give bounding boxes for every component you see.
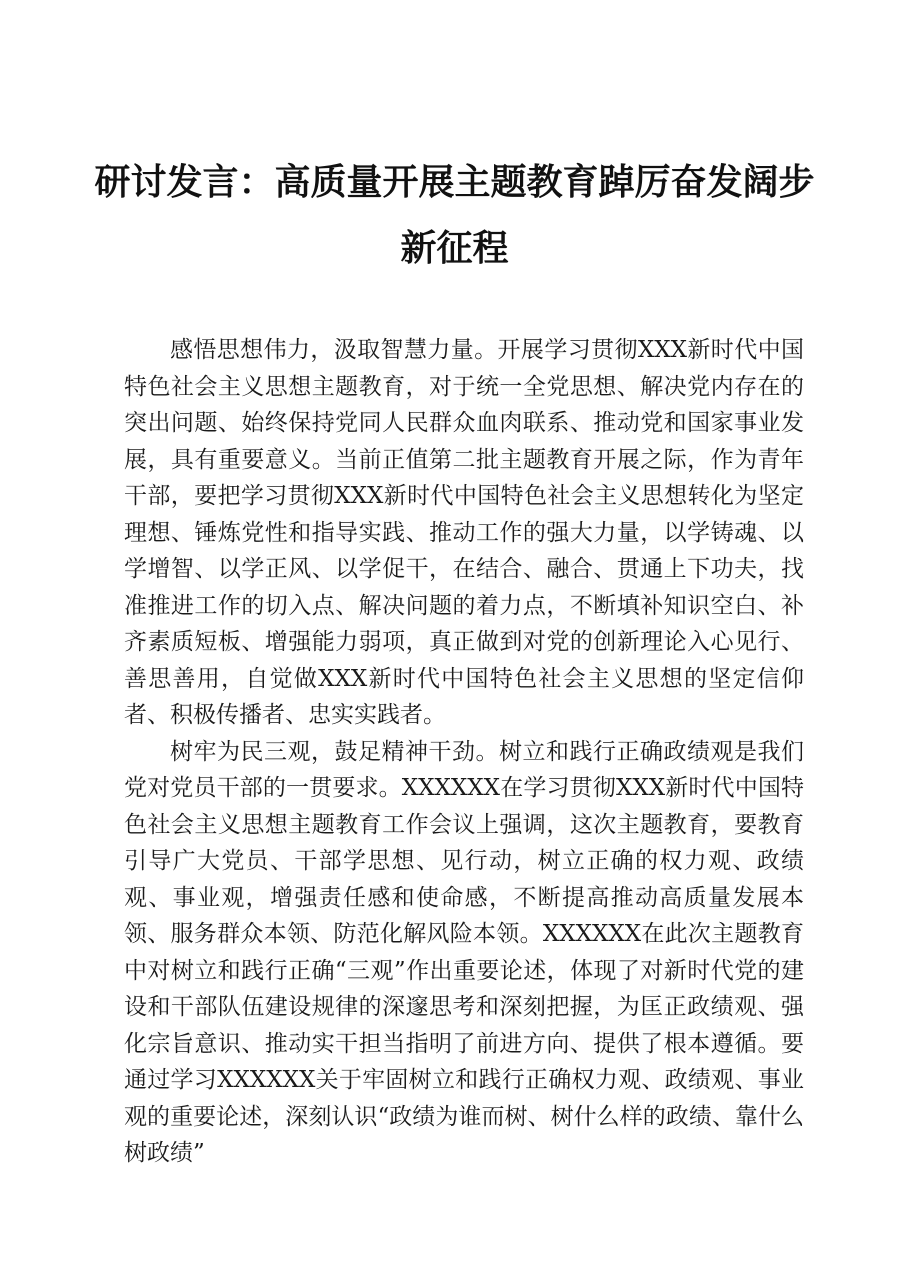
document-body — [124, 332, 804, 1172]
document-title-line-2: 新征程 — [400, 227, 509, 269]
body-paragraph-2: 树牢为民三观，鼓足精神干劲。树立和践行正确政绩观是我们党对党员干部的一贯要求。XXXXXX在学习贯彻XXX新时代中国特色社会主义思想主题教育工作会议上强调，这次主题教育，要教育引导广大党员、干部学思想、见行动，树立正确的权力观、政绩观、事业观，增强责任感和使命感，不断提高推动高质量发展本领、服务群众本领、防范化解风险本领。XXXXXX在此次主题教育中对树立和践行正确“三观”作出重要论述，体现了对新时代党的建设和干部队伍建设规律的深邃思考和深刻把握，为匡正政绩观、强化宗旨意识、推动实干担当指明了前进方向、提供了根本遵循。要通过学习XXXXXX关于牢固树立和践行正确权力观、政绩观、事业观的重要论述，深刻认识“政绩为谁而树、树什么样的政绩、靠什么树政绩” — [124, 738, 804, 1166]
body-paragraph-1: 感悟思想伟力，汲取智慧力量。开展学习贯彻XXX新时代中国特色社会主义思想主题教育，对于统一全党思想、解决党内存在的突出问题、始终保持党同人民群众血肉联系、推动党和国家事业发展，具有重要意义。当前正值第二批主题教育开展之际，作为青年干部，要把学习贯彻XXX新时代中国特色社会主义思想转化为坚定理想、锤炼党性和指导实践、推动工作的强大力量，以学铸魂、以学增智、以学正风、以学促干，在结合、融合、贯通上下功夫，找准推进工作的切入点、解决问题的着力点，不断填补知识空白、补齐素质短板、增强能力弱项，真正做到对党的创新理论入心见行、善思善用，自觉做XXX新时代中国特色社会主义思想的坚定信仰者、积极传播者、忠实实践者。 — [124, 337, 804, 728]
document-title-line-1: 研讨发言：高质量开展主题教育踔厉奋发阔步 — [94, 161, 815, 203]
